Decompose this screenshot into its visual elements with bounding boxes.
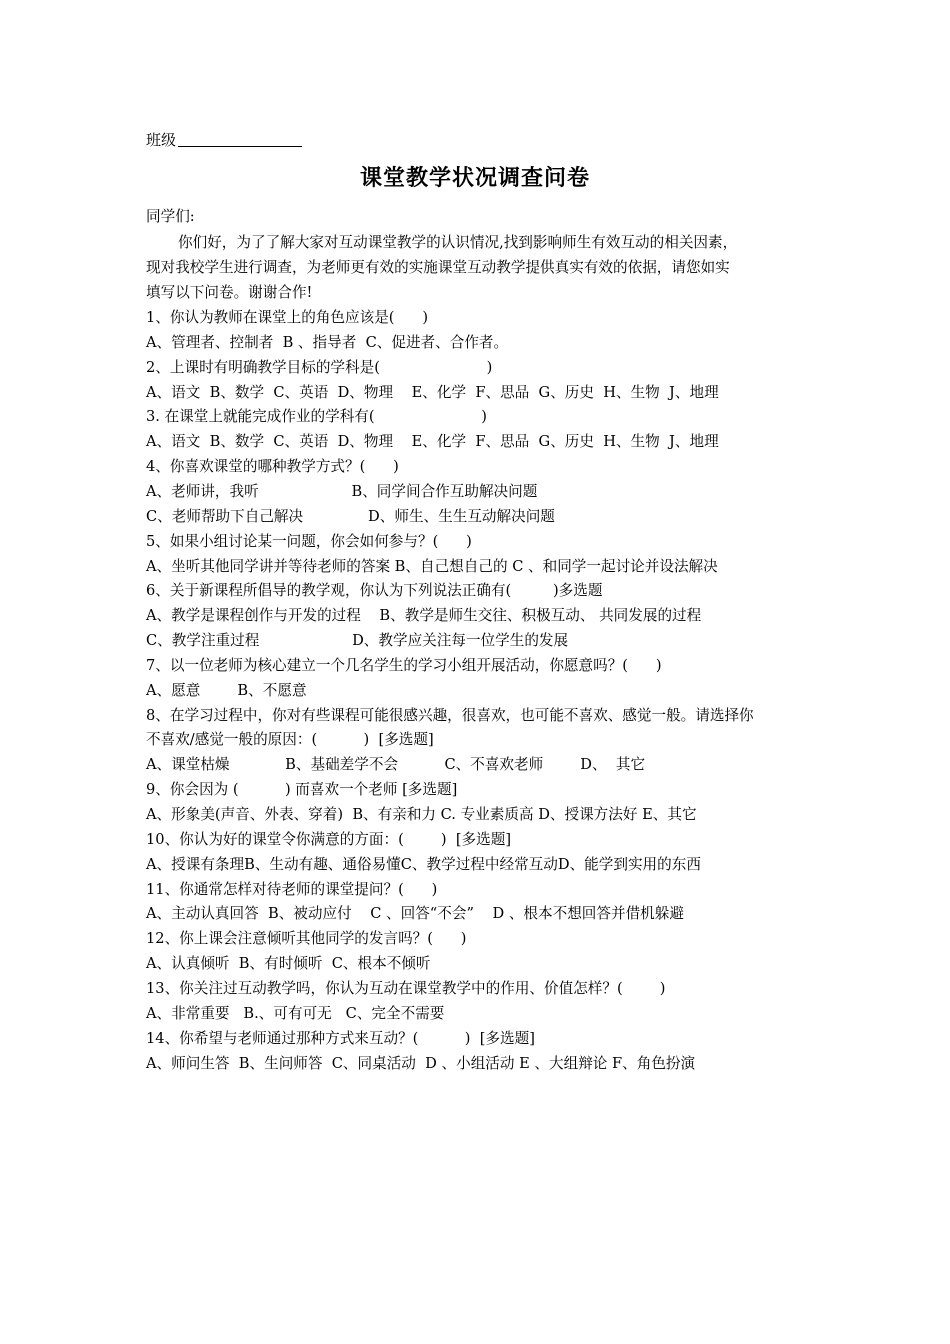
intro-line: 填写以下问卷。谢谢合作! [146,284,313,301]
answer-options-line: A、管理者、控制者 B 、指导者 C、促进者、合作者。 [146,333,509,351]
intro-line: 你们好，为了了解大家对互动课堂教学的认识情况,找到影响师生有效互动的相关因素， [178,234,738,251]
answer-options-line: A、教学是课程创作与开发的过程 B、教学是师生交往、积极互动、 共同发展的过程 [146,607,702,625]
question-line: 不喜欢/感觉一般的原因：( ) [多选题] [146,731,434,749]
answer-options-line: A、语文 B、数学 C、英语 D、物理 E、化学 F、思品 G、历史 H、生物 J、地理 [146,383,719,401]
class-label: 班级 [146,131,177,149]
question-line: 13、你关注过互动教学吗，你认为互动在课堂教学中的作用、价值怎样？( ) [146,979,666,997]
question-line: 1、你认为教师在课堂上的角色应该是( ) [146,309,429,326]
question-line: 12、你上课会注意倾听其他同学的发言吗？( ) [146,930,467,948]
answer-options-line: A、非常重要 B.、可有可无 C、完全不需要 [146,1004,445,1022]
answer-options-line: A、认真倾听 B、有时倾听 C、根本不倾听 [146,955,431,973]
question-line: 4、你喜欢课堂的哪种教学方式？( ) [146,458,399,476]
question-line: 3. 在课堂上就能完成作业的学科有( ) [146,408,487,426]
question-line: 11、你通常怎样对待老师的课堂提问？( ) [146,880,438,898]
answer-options-line: A、语文 B、数学 C、英语 D、物理 E、化学 F、思品 G、历史 H、生物 J、地理 [146,433,719,451]
answer-options-line: A、授课有条理B、生动有趣、通俗易懂C、教学过程中经常互动D、能学到实用的东西 [146,855,701,873]
question-line: 10、你认为好的课堂令你满意的方面：( ) [多选题] [146,830,512,848]
question-line: 5、如果小组讨论某一问题，你会如何参与？( ) [146,532,472,550]
answer-options-line: A、坐听其他同学讲并等待老师的答案 B、自己想自己的 C 、和同学一起讨论并设法解决 [146,557,718,575]
answer-options-line: A、形象美(声音、外表、穿着) B、有亲和力 C. 专业素质高 D、授课方法好 E、其它 [146,806,697,823]
greeting: 同学们: [146,208,195,225]
question-line: 9、你会因为 ( ) 而喜欢一个老师 [多选题] [146,781,458,799]
answer-options-line: A、课堂枯燥 B、基础差学不会 C、不喜欢老师 D、 其它 [146,756,646,774]
class-blank-line[interactable] [178,146,302,147]
answer-options-line: A、主动认真回答 B、被动应付 C 、回答“不会” D 、根本不想回答并借机躲避 [146,905,684,923]
answer-options-line: A、老师讲，我听 B、同学间合作互助解决问题 [146,482,538,500]
question-line: 6、关于新课程所倡导的教学观，你认为下列说法正确有( )多选题 [146,582,603,600]
answer-options-line: C、老师帮助下自己解决 D、师生、生生互动解决问题 [146,507,555,525]
question-line: 2、上课时有明确教学目标的学科是( ) [146,358,493,376]
intro-line: 现对我校学生进行调查，为老师更有效的实施课堂互动教学提供真实有效的依据，请您如实 [146,259,730,276]
answer-options-line: A、师问生答 B、生问师答 C、同桌活动 D 、小组活动 E 、大组辩论 F、角色扮演 [146,1054,696,1072]
answer-options-line: C、教学注重过程 D、教学应关注每一位学生的发展 [146,632,569,650]
question-line: 7、以一位老师为核心建立一个几名学生的学习小组开展活动，你愿意吗？( ) [146,656,662,674]
page-title: 课堂教学状况调查问卷 [359,166,590,191]
question-line: 14、你希望与老师通过那种方式来互动？( ) [多选题] [146,1029,535,1047]
answer-options-line: A、愿意 B、不愿意 [146,681,307,699]
question-line: 8、在学习过程中，你对有些课程可能很感兴趣，很喜欢，也可能不喜欢、感觉一般。请选择你 [146,706,754,724]
